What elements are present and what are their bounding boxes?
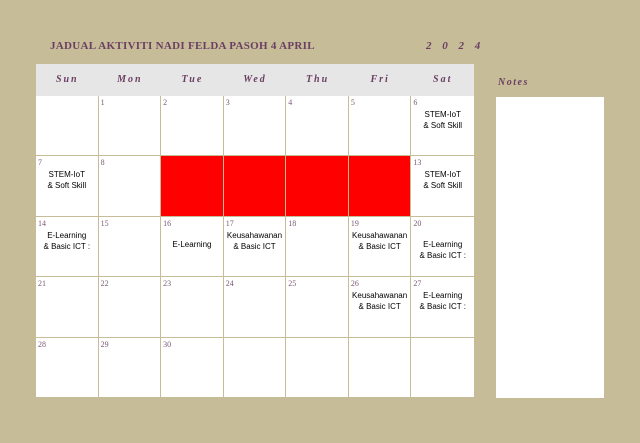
event-text: E-Learning: [172, 239, 212, 249]
day-number: 1: [100, 98, 105, 107]
event-text: E-Learning & Basic ICT :: [419, 239, 466, 260]
event-text: STEM-IoT & Soft Skill: [47, 170, 87, 191]
event-text: Keusahawanan & Basic ICT: [352, 230, 408, 251]
day-number: 5: [350, 98, 355, 107]
day-number: 17: [225, 218, 234, 228]
day-number: 27: [413, 279, 422, 289]
weekday-sun: Sun: [55, 74, 79, 85]
calendar-day-cell[interactable]: [36, 277, 99, 337]
calendar-table: [36, 64, 474, 398]
day-number: 6: [413, 98, 418, 107]
calendar-day-cell[interactable]: [99, 338, 162, 398]
calendar-day-cell[interactable]: [36, 217, 99, 277]
calendar-day-cell[interactable]: [36, 338, 99, 398]
day-number: 21: [38, 279, 46, 289]
calendar-day-cell[interactable]: [224, 277, 287, 337]
calendar-day-cell[interactable]: [161, 338, 224, 398]
event-text: Keusahawanan & Basic ICT: [226, 230, 283, 251]
calendar-year: 2 0 2 4: [426, 40, 485, 52]
day-number: 4: [288, 98, 293, 107]
calendar-day-cell[interactable]: [349, 96, 412, 156]
event-text: Keusahawanan & Basic ICT: [352, 291, 408, 312]
calendar-day-cell[interactable]: [349, 156, 412, 216]
calendar-day-cell[interactable]: [411, 96, 474, 156]
day-number: 26: [350, 279, 359, 289]
day-number: 29: [100, 339, 109, 349]
calendar-day-cell[interactable]: [286, 277, 349, 337]
calendar-day-cell[interactable]: [224, 217, 287, 277]
calendar-day-cell[interactable]: [99, 156, 162, 216]
weekday-sat: Sat: [433, 74, 453, 85]
calendar-day-cell[interactable]: [161, 156, 224, 216]
day-number: 2: [163, 98, 168, 107]
calendar-day-cell[interactable]: [224, 338, 287, 398]
weekday-fri: Fri: [370, 74, 390, 85]
calendar-day-cell[interactable]: [349, 338, 412, 398]
calendar-day-cell[interactable]: [411, 277, 474, 337]
calendar-day-cell[interactable]: [349, 277, 412, 337]
notes-box[interactable]: [496, 97, 604, 398]
day-number: 14: [38, 218, 46, 228]
calendar-day-cell[interactable]: [36, 156, 99, 216]
calendar-day-cell[interactable]: [99, 96, 162, 156]
event-text: E-Learning & Basic ICT :: [419, 291, 466, 312]
calendar-day-cell[interactable]: [349, 217, 412, 277]
calendar-day-cell[interactable]: [161, 217, 224, 277]
calendar-day-cell[interactable]: [286, 96, 349, 156]
day-number: 24: [225, 279, 234, 289]
day-number: 8: [100, 158, 105, 168]
calendar-day-cell[interactable]: [36, 96, 99, 156]
weekday-thu: Thu: [305, 74, 330, 85]
day-number: 22: [100, 279, 109, 289]
weekday-tue: Tue: [181, 74, 204, 85]
calendar-day-cell[interactable]: [99, 217, 162, 277]
day-number: 20: [413, 218, 422, 228]
calendar-day-cell[interactable]: [411, 156, 474, 216]
calendar-day-cell[interactable]: [411, 217, 474, 277]
notes-label: Notes: [498, 77, 529, 88]
calendar-day-cell[interactable]: [224, 96, 287, 156]
calendar-day-cell[interactable]: [161, 277, 224, 337]
day-number: 25: [288, 279, 297, 289]
calendar-day-cell[interactable]: [411, 338, 474, 398]
calendar-day-cell[interactable]: [286, 217, 349, 277]
calendar-day-cell[interactable]: [286, 338, 349, 398]
day-number: 15: [100, 218, 109, 228]
event-text: E-Learning & Basic ICT :: [43, 230, 91, 251]
calendar-day-cell[interactable]: [99, 277, 162, 337]
day-number: 30: [163, 339, 172, 349]
day-number: 23: [163, 279, 172, 289]
event-text: STEM-IoT & Soft Skill: [423, 110, 463, 130]
calendar-grid: [36, 96, 474, 398]
calendar-day-cell[interactable]: [161, 96, 224, 156]
day-number: 16: [163, 218, 172, 228]
weekday-mon: Mon: [117, 74, 143, 85]
calendar-day-cell[interactable]: [224, 156, 287, 216]
day-number: 7: [38, 158, 42, 168]
day-number: 19: [350, 218, 359, 228]
weekday-wed: Wed: [243, 74, 267, 85]
day-number: 3: [225, 98, 230, 107]
calendar-day-cell[interactable]: [286, 156, 349, 216]
day-number: 18: [288, 218, 297, 228]
calendar-title: JADUAL AKTIVITI NADI FELDA PASOH 4 APRIL: [50, 40, 315, 52]
weekday-header-row: [36, 64, 474, 96]
event-text: STEM-IoT & Soft Skill: [423, 170, 463, 191]
day-number: 28: [38, 339, 46, 349]
day-number: 13: [413, 158, 422, 168]
